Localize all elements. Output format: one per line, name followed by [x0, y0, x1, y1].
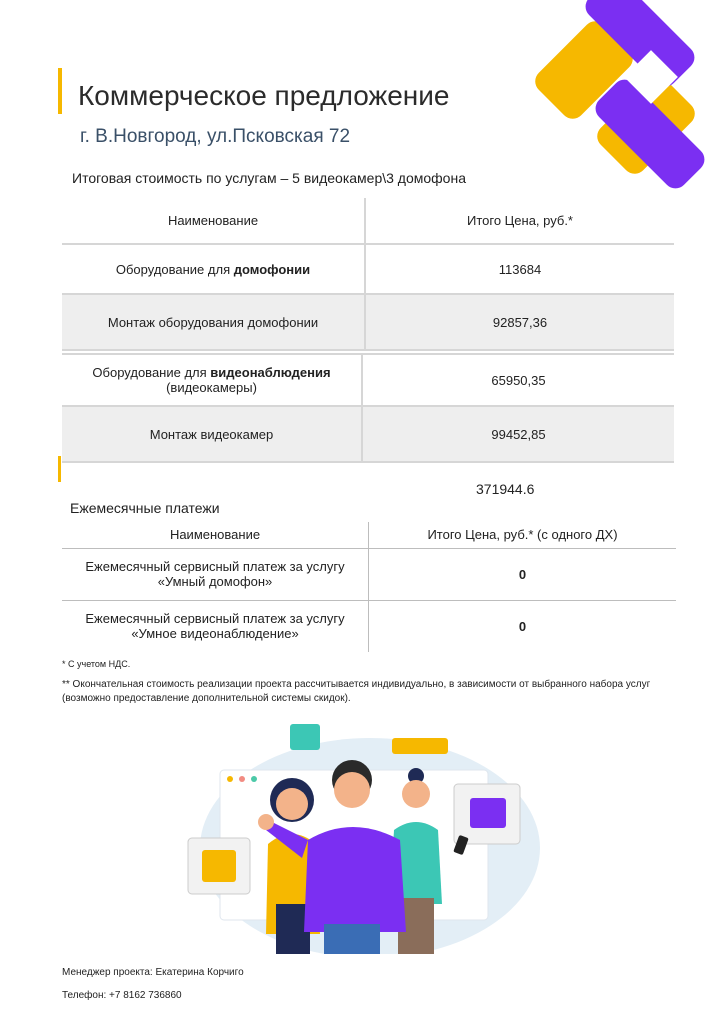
monitor-icon [290, 724, 320, 750]
project-manager: Менеджер проекта: Екатерина Корчиго [62, 967, 244, 978]
payment-price: 0 [518, 618, 527, 634]
person-right-face [402, 780, 430, 808]
gate-icon [202, 850, 236, 882]
chat-bubble-icon [392, 738, 448, 754]
person-center-legs [324, 924, 380, 954]
monthly-table [62, 522, 676, 652]
person-center-face [334, 772, 370, 808]
contact-phone: Телефон: +7 8162 736860 [62, 990, 182, 1001]
table-row [62, 354, 674, 406]
total-value: 371944.6 [476, 481, 535, 497]
company-logo [520, 0, 708, 190]
payment-price: 0 [369, 548, 677, 600]
monthly-heading: Ежемесячные платежи [70, 500, 220, 516]
service-name: Оборудование для видеонаблюдения (видеокамеры) [62, 354, 362, 406]
vat-note: * С учетом НДС. [62, 659, 131, 669]
service-price: 99452,85 [362, 406, 674, 462]
services-heading: Итоговая стоимость по услугам – 5 видеокамер\3 домофона [72, 170, 466, 186]
person-center-body [304, 827, 406, 932]
address: г. В.Новгород, ул.Псковская 72 [80, 126, 351, 147]
window-dot [239, 776, 245, 782]
services-table-bottom [62, 353, 674, 463]
table-row [62, 548, 676, 600]
payment-name: Ежемесячный сервисный платеж за услугу «Умный домофон» [62, 548, 369, 600]
service-name: Монтаж оборудования домофонии [62, 294, 365, 350]
final-cost-note: ** Окончательная стоимость реализации проекта рассчитывается индивидуально, в зависимости от выбранного набора услуг (возможно предоставление дополнительной системы скидок). [62, 679, 651, 704]
column-header: Итого Цена, руб.* (с одного ДХ) [369, 522, 677, 548]
table-header-row [62, 198, 674, 244]
total-accent-bar [58, 456, 61, 482]
table-row [62, 294, 674, 350]
window-dot [251, 776, 257, 782]
column-header: Наименование [62, 198, 365, 244]
tablet-screen-icon [470, 798, 506, 828]
payment-name: Ежемесячный сервисный платеж за услугу «Умное видеонаблюдение» [62, 600, 369, 652]
team-illustration [180, 718, 550, 954]
table-row [62, 600, 676, 652]
table-row [62, 406, 674, 462]
window-dot [227, 776, 233, 782]
person-left-face [276, 788, 308, 820]
page-title: Коммерческое предложение [78, 80, 450, 111]
table-header-row [62, 522, 676, 548]
service-price: 113684 [365, 244, 674, 294]
service-price: 65950,35 [362, 354, 674, 406]
title-accent-bar [58, 68, 62, 114]
service-name: Оборудование для домофонии [62, 244, 365, 294]
table-row [62, 244, 674, 294]
column-header: Итого Цена, руб.* [365, 198, 674, 244]
column-header: Наименование [62, 522, 369, 548]
person-center-hand [258, 814, 274, 830]
services-table-top [62, 198, 674, 351]
service-price: 92857,36 [365, 294, 674, 350]
service-name: Монтаж видеокамер [62, 406, 362, 462]
